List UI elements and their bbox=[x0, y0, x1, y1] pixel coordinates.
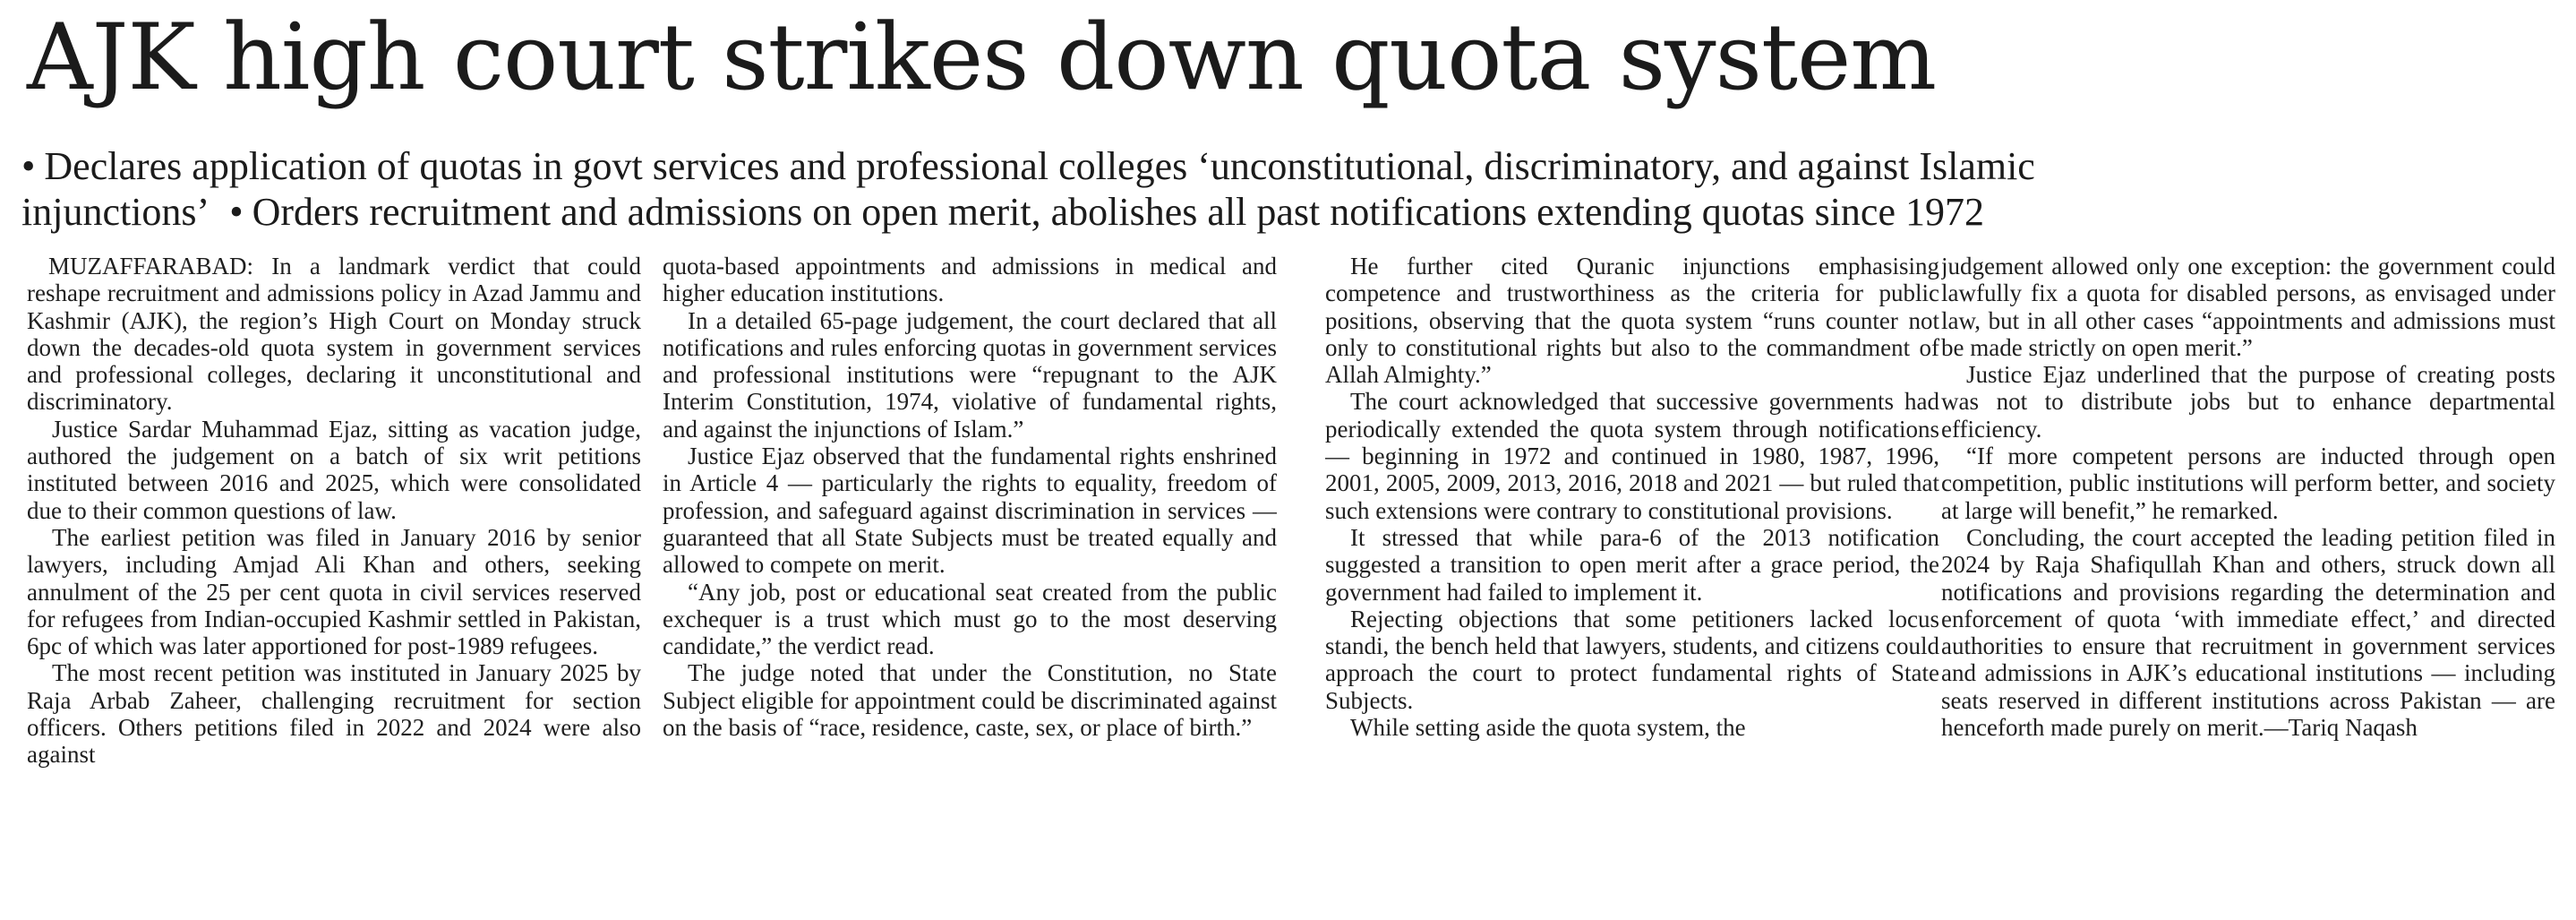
column-1 bbox=[27, 253, 641, 916]
paragraph: Concluding, the court accepted the leading petition filed in 2024 by Raja Shafiqullah Khan and others, struck down all notifications and provisions regarding the determination and enforcement of quota ‘with immediate effect,’ and directed authorities to ensure that recruitment in government services and admissions in AJK’s educational institutions — including seats reserved in different institutions across Pakistan — are henceforth made purely on merit.—Tariq Naqash bbox=[1941, 523, 2555, 742]
column-3 bbox=[1325, 253, 1939, 916]
paragraph: Justice Sardar Muhammad Ejaz, sitting as vacation judge, authored the judgement on a batch of six writ petitions instituted between 2016 and 2025, which were consolidated due to their common questions of law. bbox=[27, 415, 641, 524]
paragraph: Rejecting objections that some petitioners lacked locus standi, the bench held that lawyers, students, and citizens could approach the court to protect fundamental rights of State Subjects. bbox=[1325, 605, 1939, 714]
deck bbox=[21, 143, 2520, 235]
paragraph: He further cited Quranic injunctions emphasising competence and trustworthiness as the criteria for public positions, observing that the quota system “runs counter not only to constitutional rights but also to the commandment of Allah Almighty.” bbox=[1325, 253, 1939, 389]
paragraph: “Any job, post or educational seat created from the public exchequer is a trust which must go to the most deserving candidate,” the verdict read. bbox=[663, 578, 1277, 660]
paragraph: The court acknowledged that successive governments had periodically extended the quota system through notifications — beginning in 1972 and continued in 1980, 1987, 1996, 2001, 2005, 2009, 2013, 2016, 2018 and 2021 — but ruled that such extensions were contrary to constitutional provisions. bbox=[1325, 388, 1939, 524]
paragraph: In a detailed 65-page judgement, the court declared that all notifications and rules enforcing quotas in government services and professional institutions were “repugnant to the AJK Interim Constitution, 1974, violative of fundamental rights, and against the injunctions of Islam.” bbox=[663, 306, 1277, 443]
deck-point-1: Declares application of quotas in govt services and professional colleges ‘unconstitutional, discriminatory, and against Islamic bbox=[44, 144, 2035, 188]
bullet-icon: • bbox=[229, 190, 244, 234]
deck-point-1-end: injunctions’ bbox=[21, 190, 210, 234]
paragraph: Justice Ejaz underlined that the purpose of creating posts was not to distribute jobs but to enhance departmental efficiency. bbox=[1941, 361, 2555, 443]
headline: AJK high court strikes down quota system bbox=[27, 4, 1937, 111]
deck-line-2 bbox=[21, 189, 2520, 235]
paragraph: It stressed that while para-6 of the 2013 notification suggested a transition to open merit after a grace period, the government had failed to implement it. bbox=[1325, 523, 1939, 606]
deck-line-1 bbox=[21, 143, 2520, 189]
column-2 bbox=[663, 253, 1277, 916]
paragraph: judgement allowed only one exception: the government could lawfully fix a quota for disabled persons, as envisaged under law, but in all other cases “appointments and admissions must be made strictly on open merit.” bbox=[1941, 253, 2555, 361]
paragraph: The earliest petition was filed in January 2016 by senior lawyers, including Amjad Ali Khan and others, seeking annulment of the 25 per cent quota in civil services reserved for refugees from Indian-occupied Kashmir settled in Pakistan, 6pc of which was later apportioned for post-1989 refugees. bbox=[27, 523, 641, 660]
paragraph: “If more competent persons are inducted through open competition, public institutions will perform better, and society at large will benefit,” he remarked. bbox=[1941, 443, 2555, 524]
paragraph: The most recent petition was instituted in January 2025 by Raja Arbab Zaheer, challenging recruitment for section officers. Others petitions filed in 2022 and 2024 were also against bbox=[27, 659, 641, 769]
paragraph: The judge noted that under the Constitution, no State Subject eligible for appointment could be discriminated against on the basis of “race, residence, caste, sex, or place of birth.” bbox=[663, 659, 1277, 742]
deck-point-2: Orders recruitment and admissions on open merit, abolishes all past notifications extending quotas since 1972 bbox=[252, 190, 1984, 234]
column-4 bbox=[1941, 253, 2555, 916]
bullet-icon: • bbox=[21, 144, 36, 188]
paragraph: Justice Ejaz observed that the fundamental rights enshrined in Article 4 — particularly the rights to equality, freedom of profession, and safeguard against discrimination in services — guaranteed that all State Subjects must be treated equally and allowed to compete on merit. bbox=[663, 443, 1277, 579]
paragraph: While setting aside the quota system, the bbox=[1350, 714, 1746, 742]
article-body bbox=[0, 253, 2576, 916]
paragraph: quota-based appointments and admissions in medical and higher education institutions. bbox=[663, 253, 1277, 307]
paragraph: MUZAFFARABAD: In a landmark verdict that could reshape recruitment and admissions policy in Azad Jammu and Kashmir (AJK), the region’s High Court on Monday struck down the decades-old quota system in government services and professional colleges, declaring it unconstitutional and discriminatory. bbox=[27, 253, 641, 416]
